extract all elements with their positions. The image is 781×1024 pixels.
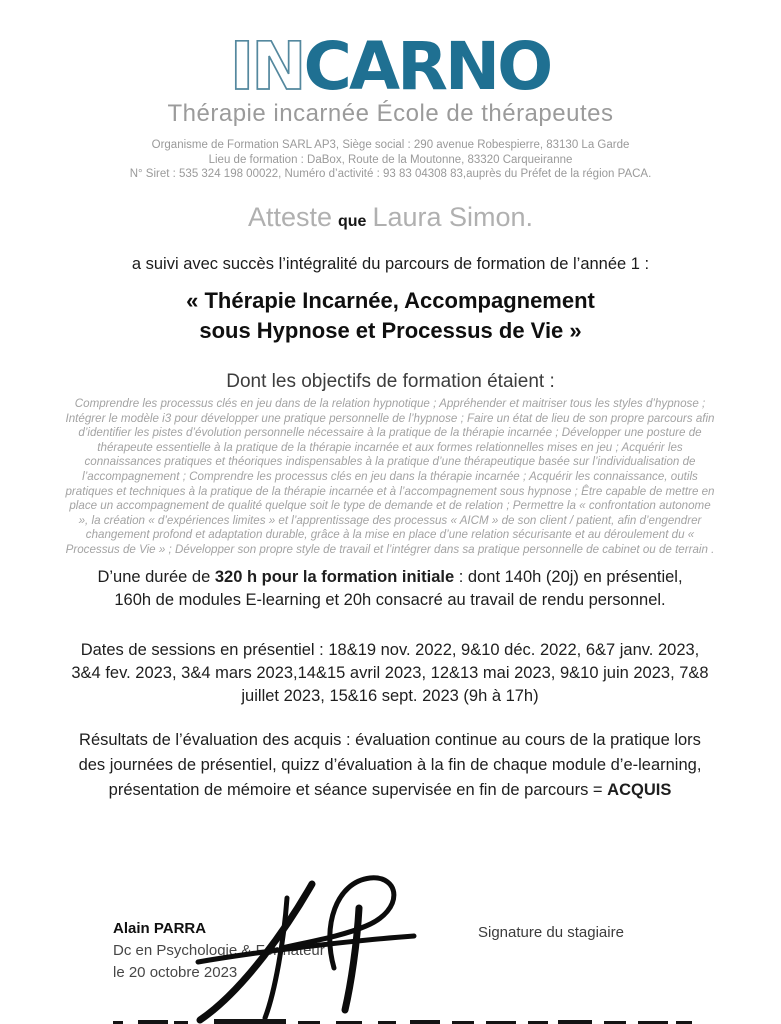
logo-carno-solid: CARNO [303, 28, 551, 104]
trainer-signature-icon [186, 868, 418, 1024]
que-word: que [338, 213, 367, 230]
trainer-title: Dc en Psychologie & Formateur [113, 942, 325, 959]
results-acquis-bold: ACQUIS [607, 781, 672, 799]
org-address-line: Organisme de Formation SARL AP3, Siège social : 290 avenue Robespierre, 83130 La Garde [151, 139, 630, 151]
org-address-line: Lieu de formation : DaBox, Route de la Moutonne, 83320 Carqueiranne [208, 153, 573, 166]
org-address-block [0, 138, 781, 182]
attestation-intro: a suivi avec succès l’intégralité du parcours de formation de l’année 1 : [131, 255, 650, 273]
duration-prefix: D’une durée de [97, 568, 215, 586]
course-title [0, 286, 781, 346]
attestation-line [0, 202, 781, 233]
incarno-logo [180, 26, 600, 104]
trainee-signature-label: Signature du stagiaire [478, 924, 624, 941]
objectives-body: Comprendre les processus clés en jeu dans de la relation hypnotique ; Appréhender et maitriser tous les styles d’hypnose ; Intégrer le modèle i3 pour développer une pratique personnelle de l’hypnose ; Faire un état de lieu de son propre parcours afin d’identifier les pistes d’évolution personnelle nécessaire à la pratique de la thérapie incarnée ; Développer une posture de thérapeute essentielle à la pratique de la thérapie incarnée et aux formes relationnelles mises en jeu ; Acquérir les connaissances pratiques et théoriques indispensables à la pratique d’une thérapeutique basée sur l’individualisation de l’accompagnement ; Comprendre les processus clés en jeu dans la thérapie incarnée ; Acquérir les connaissance, outils pratiques et techniques à la pratique de la thérapie incarnée et à l’accompagnement sous hypnose ; Être capable de mettre en place un accompagnement de qualité quelque soit le type de demande et de relation ; Permettre la « confrontation autonome », la création « d’expériences limites » et l’apprentissage des processus « AICM » de son client / patient, afin d’engendrer changement profond et adaptation durable, grâce à la mise en place d’une relation sécurisante et au déroulement du « Processus de Vie » ; Développer son propre style de travail et l’intégrer dans sa pratique personnelle de cabinet ou de terrain . [65, 397, 715, 556]
duration-hours-bold: 320 h pour la formation initiale [214, 568, 455, 586]
certificate-date: le 20 octobre 2023 [113, 964, 238, 981]
objectives-heading: Dont les objectifs de formation étaient : [226, 371, 555, 392]
svg-text:INCARNO [230, 28, 550, 104]
course-title-line1: « Thérapie Incarnée, Accompagnement [186, 288, 595, 313]
results-paragraph [76, 728, 704, 803]
school-subtitle: Thérapie incarnée École de thérapeutes [167, 100, 614, 127]
logo-in-outline: IN [229, 28, 304, 104]
atteste-word: Atteste [247, 202, 332, 232]
trainee-name: Laura Simon. [372, 202, 534, 232]
org-siret-line: N° Siret : 535 324 198 00022, Numéro d’activité : 93 83 04308 83,auprès du Préfet de la région PACA. [129, 168, 652, 180]
duration-paragraph [78, 566, 702, 612]
session-dates-paragraph: Dates de sessions en présentiel : 18&19 nov. 2022, 9&10 déc. 2022, 6&7 janv. 2023, 3&4 fev. 2023, 3&4 mars 2023,14&15 avril 2023, 12&13 mai 2023, 9&10 juin 2023, 7&8 juillet 2023, 15&16 sept. 2023 (9h à 17h) [71, 641, 709, 705]
course-title-line2: sous Hypnose et Processus de Vie » [199, 318, 582, 343]
trainer-name: Alain PARRA [113, 920, 207, 937]
duration-suffix: : dont 140h (20j) en présentiel, 160h de modules E-learning et 20h consacré au travail de rendu personnel. [114, 568, 683, 609]
cutoff-artifact [0, 1018, 781, 1024]
results-text: Résultats de l’évaluation des acquis : évaluation continue au cours de la pratique lors des journées de présentiel, quizz d’évaluation à la fin de chaque module d’e-learning, présentation de mémoire et séance supervisée en fin de parcours = [78, 731, 702, 799]
